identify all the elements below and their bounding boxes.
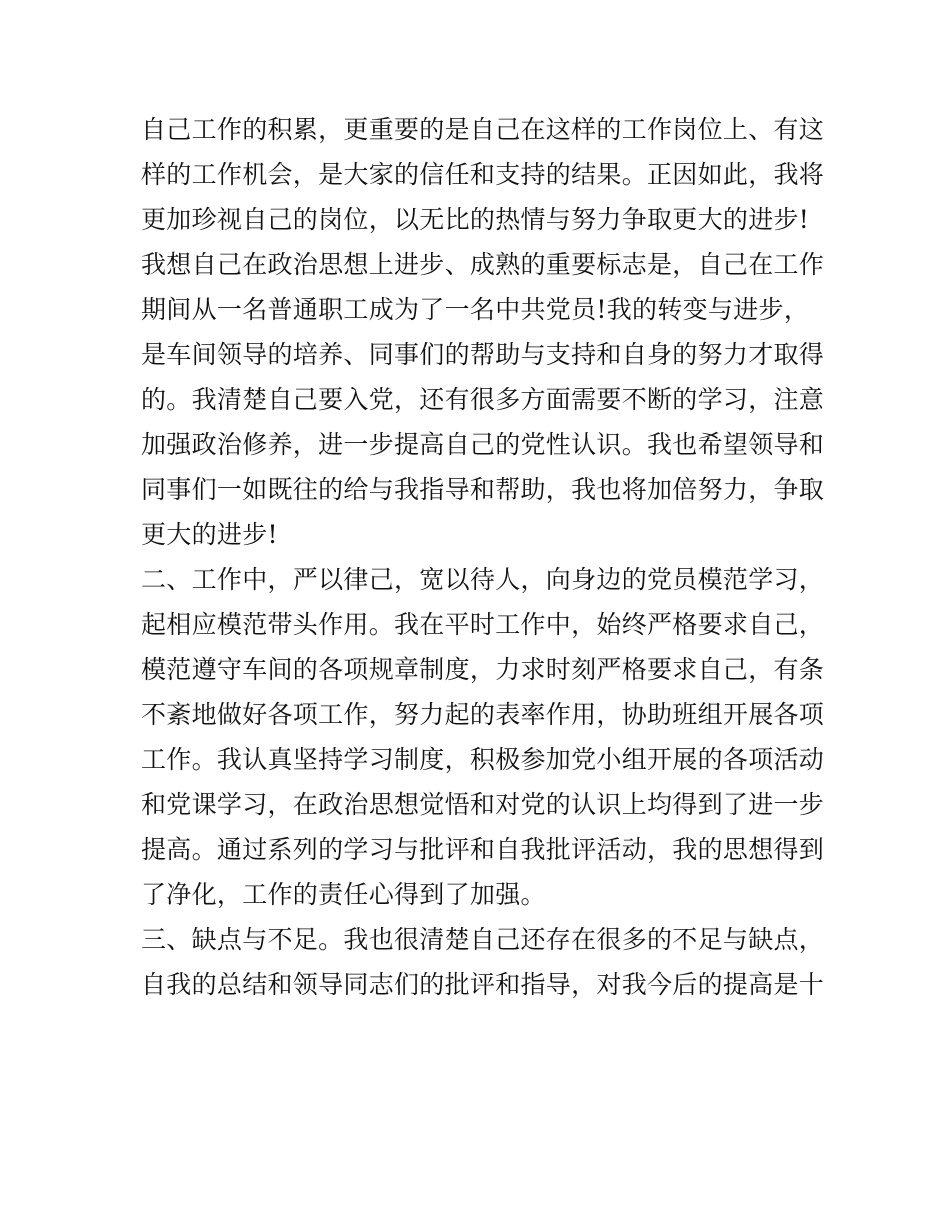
text-line: 起相应模范带头作用。我在平时工作中，始终严格要求自己， [141,610,825,639]
text-line: 工作。我认真坚持学习制度，积极参加党小组开展的各项活动 [141,745,825,774]
text-line: 和党课学习，在政治思想觉悟和对党的认识上均得到了进一步 [141,790,825,819]
text-line: 不紊地做好各项工作，努力起的表率作用，协助班组开展各项 [141,700,825,729]
text-line: 样的工作机会，是大家的信任和支持的结果。正因如此，我将 [141,160,825,189]
body-text [141,107,825,1007]
section-heading-line: 二、工作中，严以律己，宽以待人，向身边的党员模范学习， [141,565,825,594]
text-line: 了净化，工作的责任心得到了加强。 [141,880,546,909]
text-line: 自己工作的积累，更重要的是自己在这样的工作岗位上、有这 [141,115,825,144]
section-heading-line: 三、缺点与不足。我也很清楚自己还存在很多的不足与缺点， [141,925,825,954]
text-line: 更大的进步! [141,520,278,549]
text-line: 我想自己在政治思想上进步、成熟的重要标志是，自己在工作 [141,250,825,279]
text-line: 同事们一如既往的给与我指导和帮助，我也将加倍努力，争取 [141,475,825,504]
text-line: 提高。通过系列的学习与批评和自我批评活动，我的思想得到 [141,835,825,864]
text-line: 更加珍视自己的岗位，以无比的热情与努力争取更大的进步! [141,205,810,234]
text-line: 是车间领导的培养、同事们的帮助与支持和自身的努力才取得 [141,340,825,369]
text-line: 的。我清楚自己要入党，还有很多方面需要不断的学习，注意 [141,385,825,414]
text-line: 自我的总结和领导同志们的批评和指导，对我今后的提高是十 [141,970,825,999]
text-line: 加强政治修养，进一步提高自己的党性认识。我也希望领导和 [141,430,825,459]
text-line: 期间从一名普通职工成为了一名中共党员!我的转变与进步， [141,295,810,324]
text-line: 模范遵守车间的各项规章制度，力求时刻严格要求自己，有条 [141,655,825,684]
